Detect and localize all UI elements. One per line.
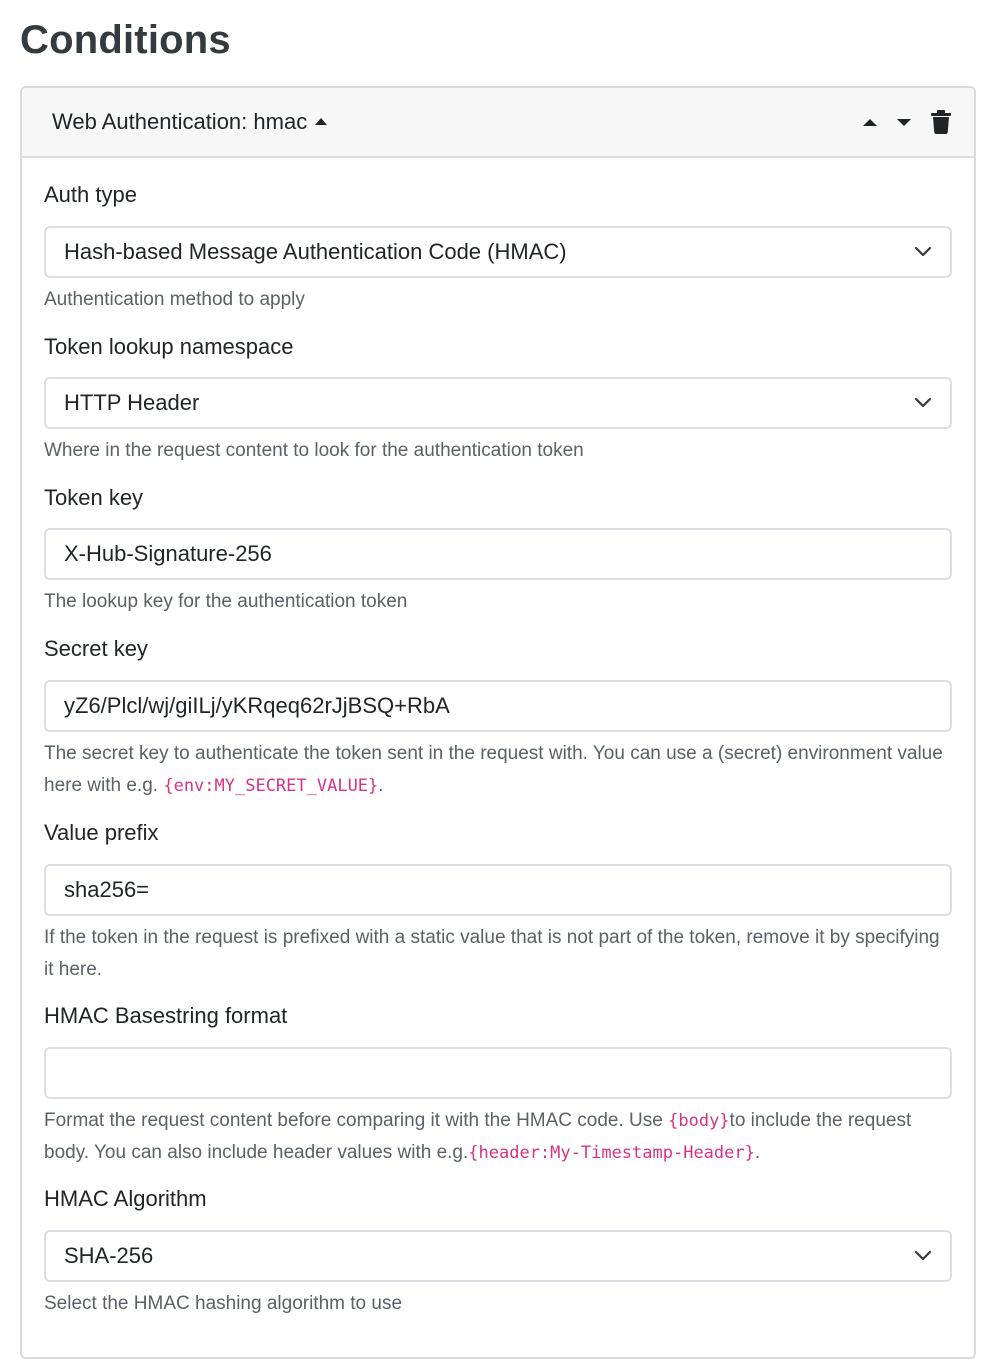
page-title: Conditions [20, 18, 231, 62]
algorithm-value: SHA-256 [64, 1243, 154, 1268]
secret-key-label: Secret key [44, 636, 148, 661]
algorithm-select[interactable] [44, 1230, 952, 1282]
secret-key-field [44, 634, 952, 796]
triangle-down-icon [897, 119, 911, 126]
value-prefix-help: If the token in the request is prefixed with a static value that is not part of the token, remove it by specifying it here. [44, 927, 940, 980]
value-prefix-field [44, 818, 952, 980]
condition-toggle[interactable] [52, 109, 327, 135]
chevron-down-icon [914, 1250, 932, 1262]
secret-key-value: yZ6/Plcl/wj/giILj/yKRqeq62rJjBSQ+RbA [64, 693, 450, 718]
token-lookup-label: Token lookup namespace [44, 334, 294, 359]
algorithm-label: HMAC Algorithm [44, 1186, 207, 1211]
token-lookup-help: Where in the request content to look for the authentication token [44, 440, 584, 461]
auth-type-field [44, 180, 952, 310]
move-down-button[interactable] [896, 111, 912, 133]
basestring-label: HMAC Basestring format [44, 1003, 288, 1028]
token-key-input[interactable] [44, 528, 952, 580]
delete-button[interactable] [930, 111, 952, 133]
auth-type-label: Auth type [44, 182, 137, 207]
token-lookup-field [44, 332, 952, 461]
secret-key-input[interactable] [44, 680, 952, 732]
chevron-down-icon [914, 397, 932, 409]
header-example-code: {header:My-Timestamp-Header} [468, 1143, 755, 1163]
condition-card [20, 86, 976, 1359]
token-lookup-select[interactable] [44, 377, 952, 429]
auth-type-help: Authentication method to apply [44, 289, 305, 310]
auth-type-value: Hash-based Message Authentication Code (HMAC) [64, 239, 567, 264]
chevron-down-icon [914, 246, 932, 258]
token-key-label: Token key [44, 485, 144, 510]
algorithm-help: Select the HMAC hashing algorithm to use [44, 1293, 403, 1314]
algorithm-field [44, 1184, 952, 1314]
value-prefix-input[interactable] [44, 864, 952, 916]
token-key-field [44, 483, 952, 612]
value-prefix-label: Value prefix [44, 820, 159, 845]
condition-title: Web Authentication: hmac [52, 109, 308, 134]
body-example-code: {body} [668, 1111, 730, 1131]
env-example-code: {env:MY_SECRET_VALUE} [163, 776, 379, 796]
value-prefix-value: sha256= [64, 877, 150, 902]
triangle-up-icon [863, 119, 877, 126]
token-lookup-value: HTTP Header [64, 390, 200, 415]
basestring-input[interactable] [44, 1047, 952, 1099]
move-up-button[interactable] [862, 111, 878, 133]
secret-key-help: The secret key to authenticate the token sent in the request with. You can use a (secret) environment value here with e.g. {env:MY_SECRET_VALUE}. [44, 743, 943, 796]
condition-actions [862, 111, 952, 133]
basestring-field [44, 1001, 952, 1163]
basestring-help: Format the request content before comparing it with the HMAC code. Use {body}to include the request body. You can also include header values with e.g.{header:My-Timestamp-Header}. [44, 1110, 912, 1163]
token-key-value: X-Hub-Signature-256 [64, 541, 272, 566]
auth-type-select[interactable] [44, 226, 952, 278]
caret-up-icon [315, 118, 327, 125]
token-key-help: The lookup key for the authentication token [44, 591, 408, 612]
condition-header [22, 88, 974, 158]
trash-icon [931, 110, 951, 134]
